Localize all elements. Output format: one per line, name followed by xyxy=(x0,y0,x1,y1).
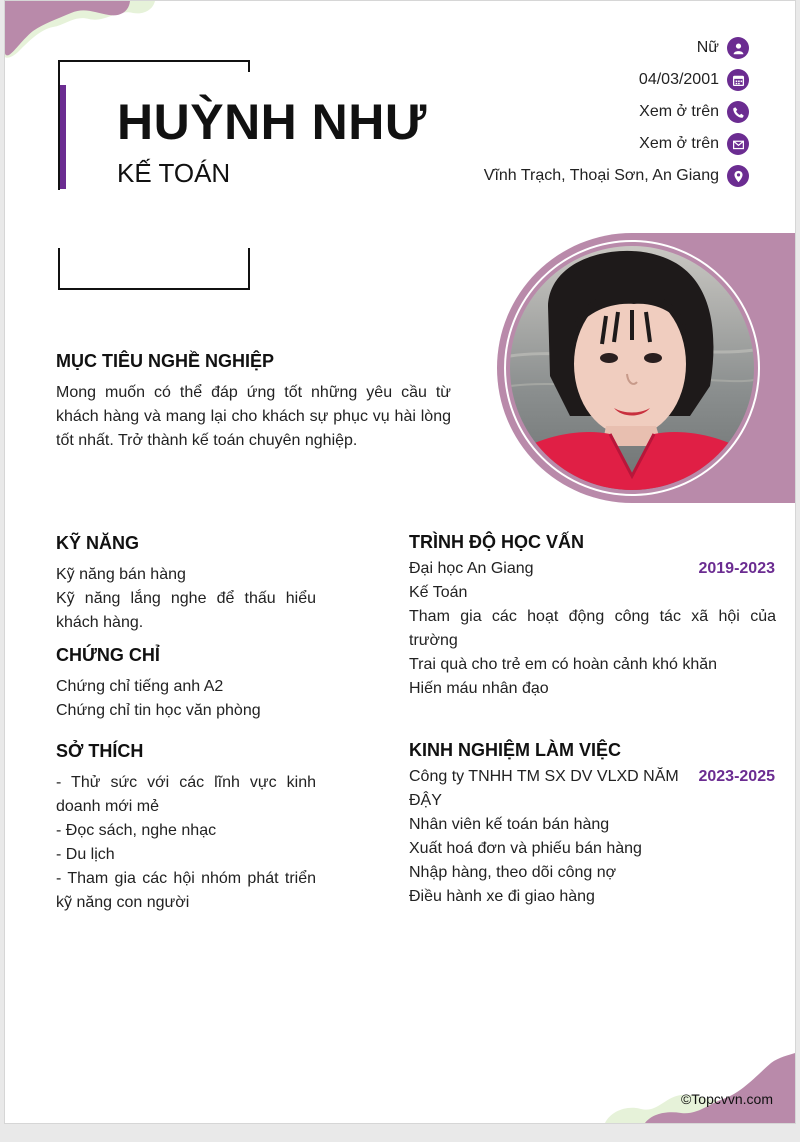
education-major: Kế Toán xyxy=(409,584,468,601)
candidate-role: KẾ TOÁN xyxy=(117,158,231,188)
education-title: TRÌNH ĐỘ HỌC VẤN xyxy=(409,532,584,552)
address-text: Vĩnh Trạch, Thoại Sơn, An Giang xyxy=(483,167,719,184)
hobby-item: - Đọc sách, nghe nhạc xyxy=(56,822,217,839)
contact-email xyxy=(419,128,749,160)
phone-icon xyxy=(727,101,749,123)
objective-title: MỤC TIÊU NGHỀ NGHIỆP xyxy=(56,351,275,371)
dob-text: 04/03/2001 xyxy=(638,71,719,88)
hobby-item: - Thử sức với các lĩnh vực kinh doanh mới mẻ xyxy=(56,774,316,815)
name-frame-top xyxy=(58,60,250,72)
hobby-item: - Tham gia các hội nhóm phát triển kỹ năng con người xyxy=(56,870,316,911)
skills-title: KỸ NĂNG xyxy=(56,533,140,553)
experience-title: KINH NGHIỆM LÀM VIỆC xyxy=(409,740,622,760)
footer-copyright: ©Topcvvn.com xyxy=(680,1091,773,1107)
bottom-right-decoration xyxy=(605,1053,795,1123)
education-item: Trai quà cho trẻ em có hoàn cảnh khó khăn xyxy=(409,656,718,673)
hobbies-title: SỞ THÍCH xyxy=(56,741,144,761)
experience-company: Công ty TNHH TM SX DV VLXD NĂM ĐẬY xyxy=(409,768,679,809)
profile-photo xyxy=(510,246,754,490)
experience-item: Điều hành xe đi giao hàng xyxy=(409,888,595,905)
contact-address xyxy=(419,160,749,192)
certificate-item: Chứng chỉ tiếng anh A2 xyxy=(56,678,224,695)
skill-item: Kỹ năng bán hàng xyxy=(56,566,186,583)
resume-page xyxy=(4,0,796,1124)
contact-dob xyxy=(419,64,749,96)
name-accent-bar xyxy=(60,85,66,189)
objective-text: Mong muốn có thể đáp ứng tốt những yêu cầu từ khách hàng và mang lại cho khách sự phục vụ hài lòng tốt nhất. Trở thành kế toán chuyên nghiệp. xyxy=(56,384,451,449)
skill-item: Kỹ năng lắng nghe để thấu hiểu khách hàng. xyxy=(56,590,316,631)
certificate-item: Chứng chỉ tin học văn phòng xyxy=(56,702,261,719)
contact-phone xyxy=(419,96,749,128)
candidate-name: HUỲNH NHƯ xyxy=(117,94,427,150)
email-text: Xem ở trên xyxy=(639,135,719,152)
experience-years: 2023-2025 xyxy=(698,768,775,785)
education-years: 2019-2023 xyxy=(698,560,775,577)
education-item: Hiến máu nhân đạo xyxy=(409,680,549,697)
name-frame-bottom xyxy=(58,248,250,290)
education-school: Đại học An Giang xyxy=(409,560,534,577)
gender-text: Nữ xyxy=(696,39,719,56)
calendar-icon xyxy=(727,69,749,91)
envelope-icon xyxy=(727,133,749,155)
certificates-title: CHỨNG CHỈ xyxy=(56,645,160,665)
education-item: Tham gia các hoạt động công tác xã hội của trường xyxy=(409,608,776,649)
location-pin-icon xyxy=(727,165,749,187)
phone-text: Xem ở trên xyxy=(639,103,719,120)
hobby-item: - Du lịch xyxy=(56,846,115,863)
experience-item: Xuất hoá đơn và phiếu bán hàng xyxy=(409,840,642,857)
contact-list xyxy=(419,32,749,192)
top-left-decoration xyxy=(5,1,165,61)
experience-item: Nhân viên kế toán bán hàng xyxy=(409,816,610,833)
contact-gender xyxy=(419,32,749,64)
experience-item: Nhập hàng, theo dõi công nợ xyxy=(409,864,617,881)
user-icon xyxy=(727,37,749,59)
